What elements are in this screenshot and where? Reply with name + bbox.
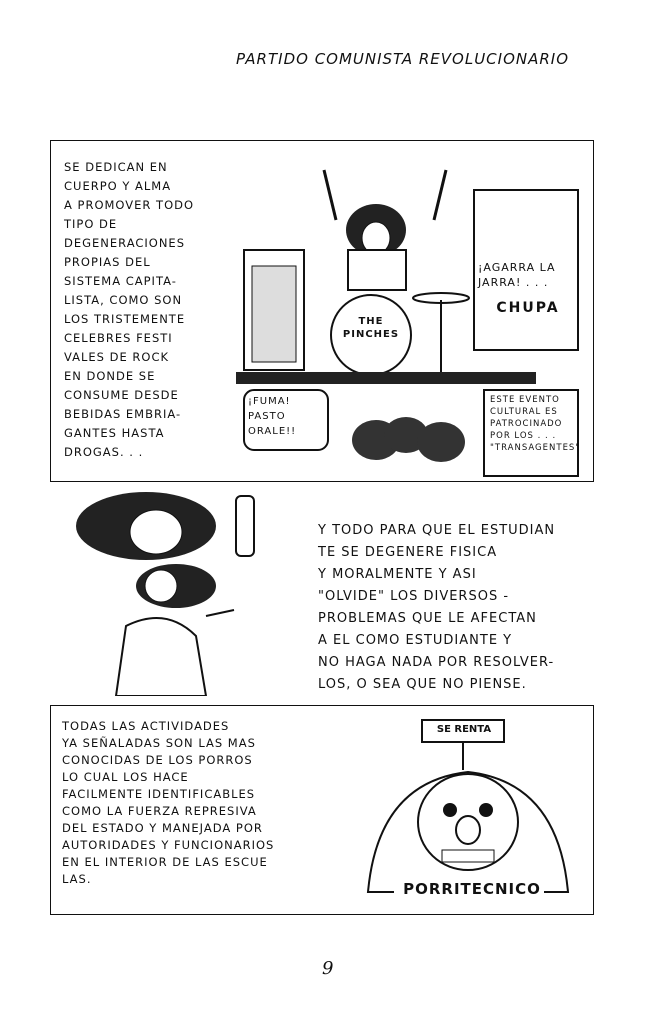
poster-text: ¡AGARRA LA JARRA! . . . (478, 261, 556, 289)
poster-brand: CHUPA (496, 300, 560, 316)
page-number: 9 (322, 958, 334, 979)
porritecnico-caption: PORRITECNICO (403, 880, 541, 898)
smokers-illustration (56, 486, 306, 696)
panel-1-narration: SE DEDICAN EN CUERPO Y ALMA A PROMOVER TODO TIPO DE DEGENERACIONES PROPIAS DEL SISTEMA CAPITA- LISTA, COMO SON LOS TRISTEMENTE CELEBRES FESTI VALES DE ROCK EN DONDE SE CONSUME DESDE BEBIDAS EMBRIA- GANTES HASTA DROGAS. . . (64, 160, 195, 459)
page-header: PARTIDO COMUNISTA REVOLUCIONARIO (236, 50, 570, 68)
porro-character-illustration (358, 712, 586, 908)
panel-3-narration: TODAS LAS ACTIVIDADES YA SEÑALADAS SON LAS MAS CONOCIDAS DE LOS PORROS LO CUAL LOS HACE FACILMENTE IDENTIFICABLES COMO LA FUERZA REPRESIVA DEL ESTADO Y MANEJADA POR AUTORIDADES Y FUNCIONARIOS EN EL INTERIOR DE LAS ESCUE LAS. (62, 719, 275, 886)
sign-se-renta: SE RENTA (436, 724, 492, 735)
speech-bubble-fuma: ¡FUMA! PASTO ORALE!! (248, 396, 297, 437)
panel-2-narration: Y TODO PARA QUE EL ESTUDIAN TE SE DEGENERE FISICA Y MORALMENTE Y ASI "OLVIDE" LOS DIVERSOS - PROBLEMAS QUE LE AFECTAN A EL COMO ESTUDIANTE Y NO HAGA NADA POR RESOLVER- LOS, O SEA QUE NO PIENSE. (318, 523, 556, 692)
drum-label: THE PINCHES (342, 316, 400, 340)
sponsor-box-text: ESTE EVENTO CULTURAL ES PATROCINADO POR LOS . . . "TRANSAGENTES" (490, 395, 581, 453)
